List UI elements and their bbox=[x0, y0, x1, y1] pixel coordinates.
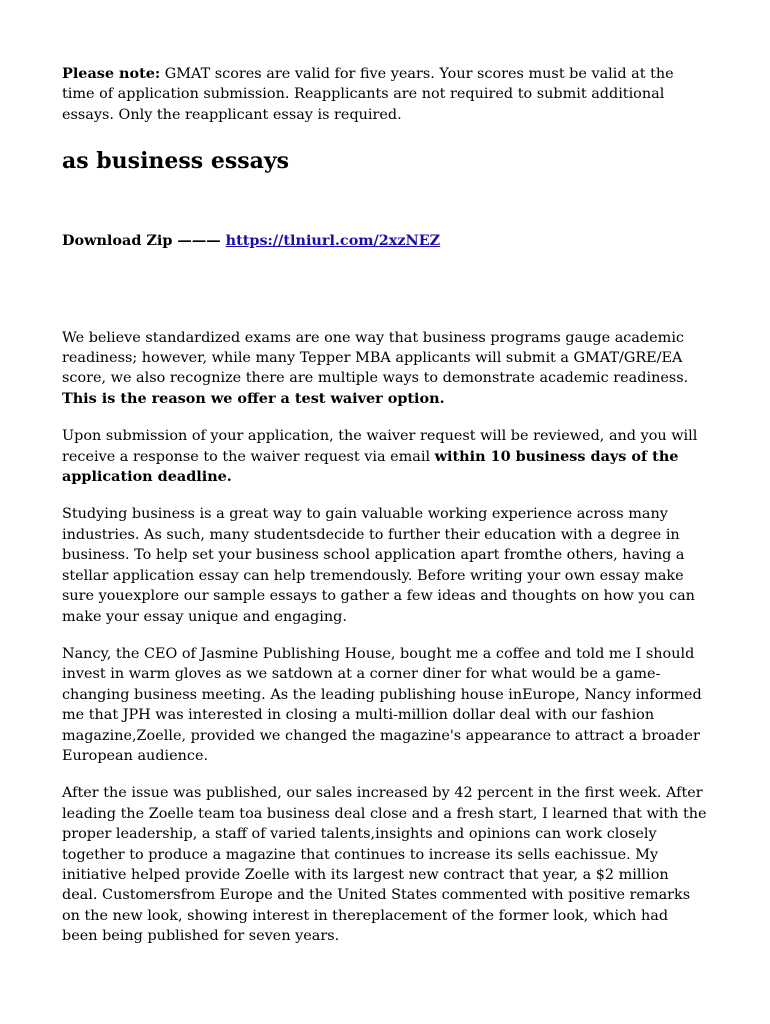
paragraph-nancy-story: Nancy, the CEO of Jasmine Publishing House, bought me a coffee and told me I should invest in warm gloves as we satdown at a corner diner for what would be a game-changing business meeting. As the leading publishing house inEurope, Nancy informed me that JPH was interested in closing a multi-million dollar deal with our fashion magazine,Zoelle, provided we changed the magazine's appearance to attract a broader European audience. bbox=[62, 645, 702, 764]
paragraph-studying-business: Studying business is a great way to gain valuable working experience across many industries. As such, many studentsdecide to further their education with a degree in business. To help set your business school application apart fromthe others, having a stellar application essay can help tremendously. Before writing your own essay make sure youexplore our sample essays to gather a few ideas and thoughts on how you can make your essay unique and engaging. bbox=[62, 506, 695, 625]
paragraph-results: After the issue was published, our sales increased by 42 percent in the first week. After leading the Zoelle team toa business deal close and a fresh start, I learned that with the proper leadership, a staff of varied talents,insights and opinions can work closely together to produce a magazine that continues to increase its sells eachissue. My initiative helped provide Zoelle with its largest new contract that year, a $2 million deal. Customersfrom Europe and the United States commented with positive remarks on the new look, showing interest in thereplacement of the former look, which had been being published for seven years. bbox=[62, 785, 707, 945]
note-paragraph bbox=[62, 64, 708, 125]
note-text: GMAT scores are valid for five years. Your scores must be valid at the time of application submission. Reapplicants are not required to submit additional essays. Only the reapplicant essay is required. bbox=[62, 66, 674, 123]
download-link[interactable]: https://tlniurl.com/2xzNEZ bbox=[225, 232, 441, 250]
paragraph-waiver-review bbox=[62, 426, 708, 487]
paragraph-text: Upon submission of your application, the waiver request will be reviewed, and you will receive a response to the waiver request via email bbox=[62, 428, 698, 465]
paragraph-bold-text: This is the reason we offer a test waiver option. bbox=[62, 389, 445, 407]
page-title: as business essays bbox=[62, 148, 290, 175]
download-line bbox=[62, 231, 708, 251]
paragraph-bold-text: within 10 business days of the application deadline. bbox=[62, 447, 679, 486]
paragraph-test-waiver bbox=[62, 328, 708, 410]
download-label: Download Zip ——— bbox=[62, 232, 226, 250]
paragraph-text: We believe standardized exams are one way that business programs gauge academic readiness; however, while many Tepper MBA applicants will submit a GMAT/GRE/EA score, we also recognize there are multiple ways to demonstrate academic readiness. bbox=[62, 329, 689, 387]
note-label: Please note: bbox=[62, 65, 161, 82]
